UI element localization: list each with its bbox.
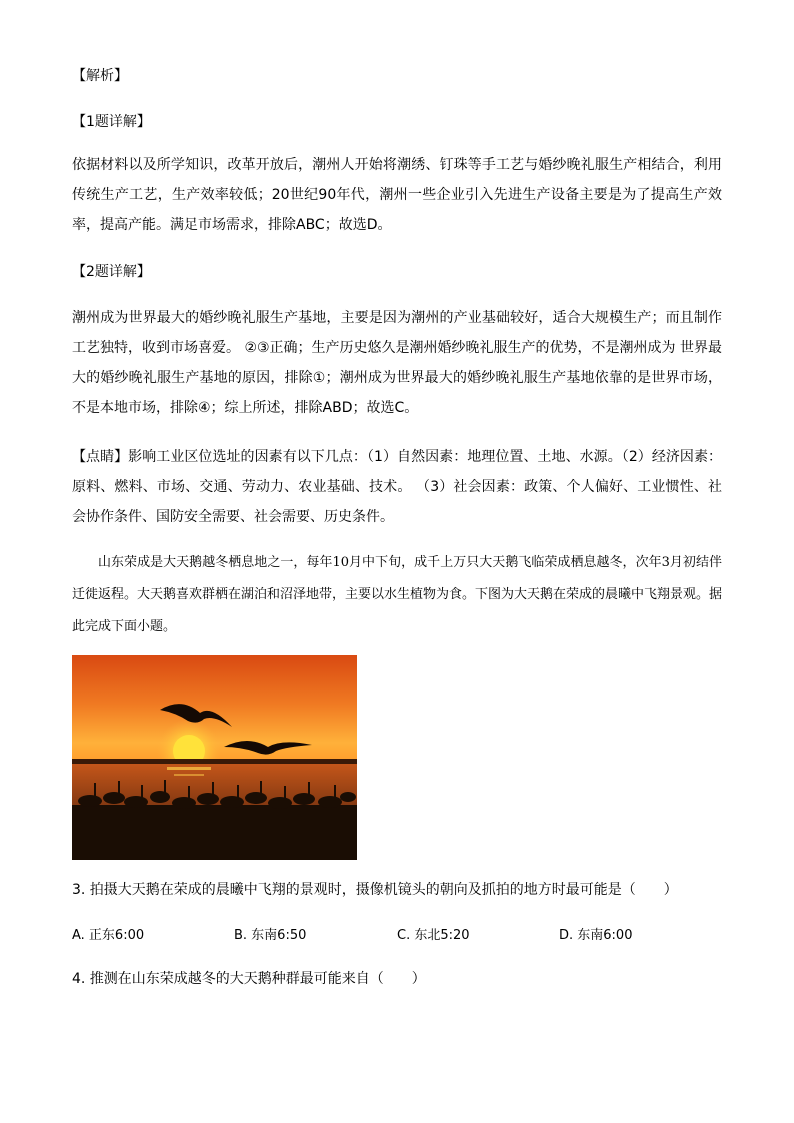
q3-option-a[interactable]: A. 正东6:00: [72, 928, 145, 943]
question-3-stem: 3. 拍摄大天鹅在荣成的晨曦中飞翔的景观时，摄像机镜头的朝向及抓拍的地方时最可能是（ ）: [72, 882, 678, 898]
q2-heading: 【2题详解】: [72, 264, 151, 280]
q2-explanation: 潮州成为世界最大的婚纱晚礼服生产基地，主要是因为潮州的产业基础较好，适合大规模生产；而且制作工艺独特，收到市场喜爱。 ②③正确；生产历史悠久是潮州婚纱晚礼服生产的优势，不是潮州成为 世界最大的婚纱晚礼服生产基地的原因，排除①；潮州成为世界最大的婚纱晚礼服生产基地依靠的是世界市场，不是本地市场，排除④；综上所述，排除ABD；故选C。: [72, 310, 722, 416]
q3-option-b[interactable]: B. 东南6:50: [234, 928, 307, 943]
q1-heading: 【1题详解】: [72, 114, 151, 130]
q1-explanation: 依据材料以及所学知识，改革开放后，潮州人开始将潮绣、钉珠等手工艺与婚纱晚礼服生产相结合，利用传统生产工艺，生产效率较低；20世纪90年代，潮州一些企业引入先进生产设备主要是为了提高生产效率，提高产能。满足市场需求，排除ABC；故选D。: [72, 157, 722, 233]
question-4-stem: 4. 推测在山东荣成越冬的大天鹅种群最可能来自（ ）: [72, 971, 426, 987]
tip-paragraph: 【点睛】影响工业区位选址的因素有以下几点：（1）自然因素：地理位置、土地、水源。（2）经济因素：原料、燃料、市场、交通、劳动力、农业基础、技术。 （3）社会因素：政策、个人偏好、工业惯性、社会协作条件、国防安全需要、社会需要、历史条件。: [72, 449, 722, 525]
analysis-heading: 【解析】: [72, 68, 128, 84]
q3-option-d[interactable]: D. 东南6:00: [559, 928, 633, 943]
reading-passage: 山东荣成是大天鹅越冬栖息地之一，每年10月中下旬，成千上万只大天鹅飞临荣成栖息越冬，次年3月初结伴迁徙返程。大天鹅喜欢群栖在湖泊和沼泽地带，主要以水生植物为食。下图为大天鹅在荣成的晨曦中飞翔景观。据此完成下面小题。: [72, 555, 723, 634]
q3-option-c[interactable]: C. 东北5:20: [397, 928, 470, 943]
swan-sunrise-photo: [72, 655, 357, 860]
